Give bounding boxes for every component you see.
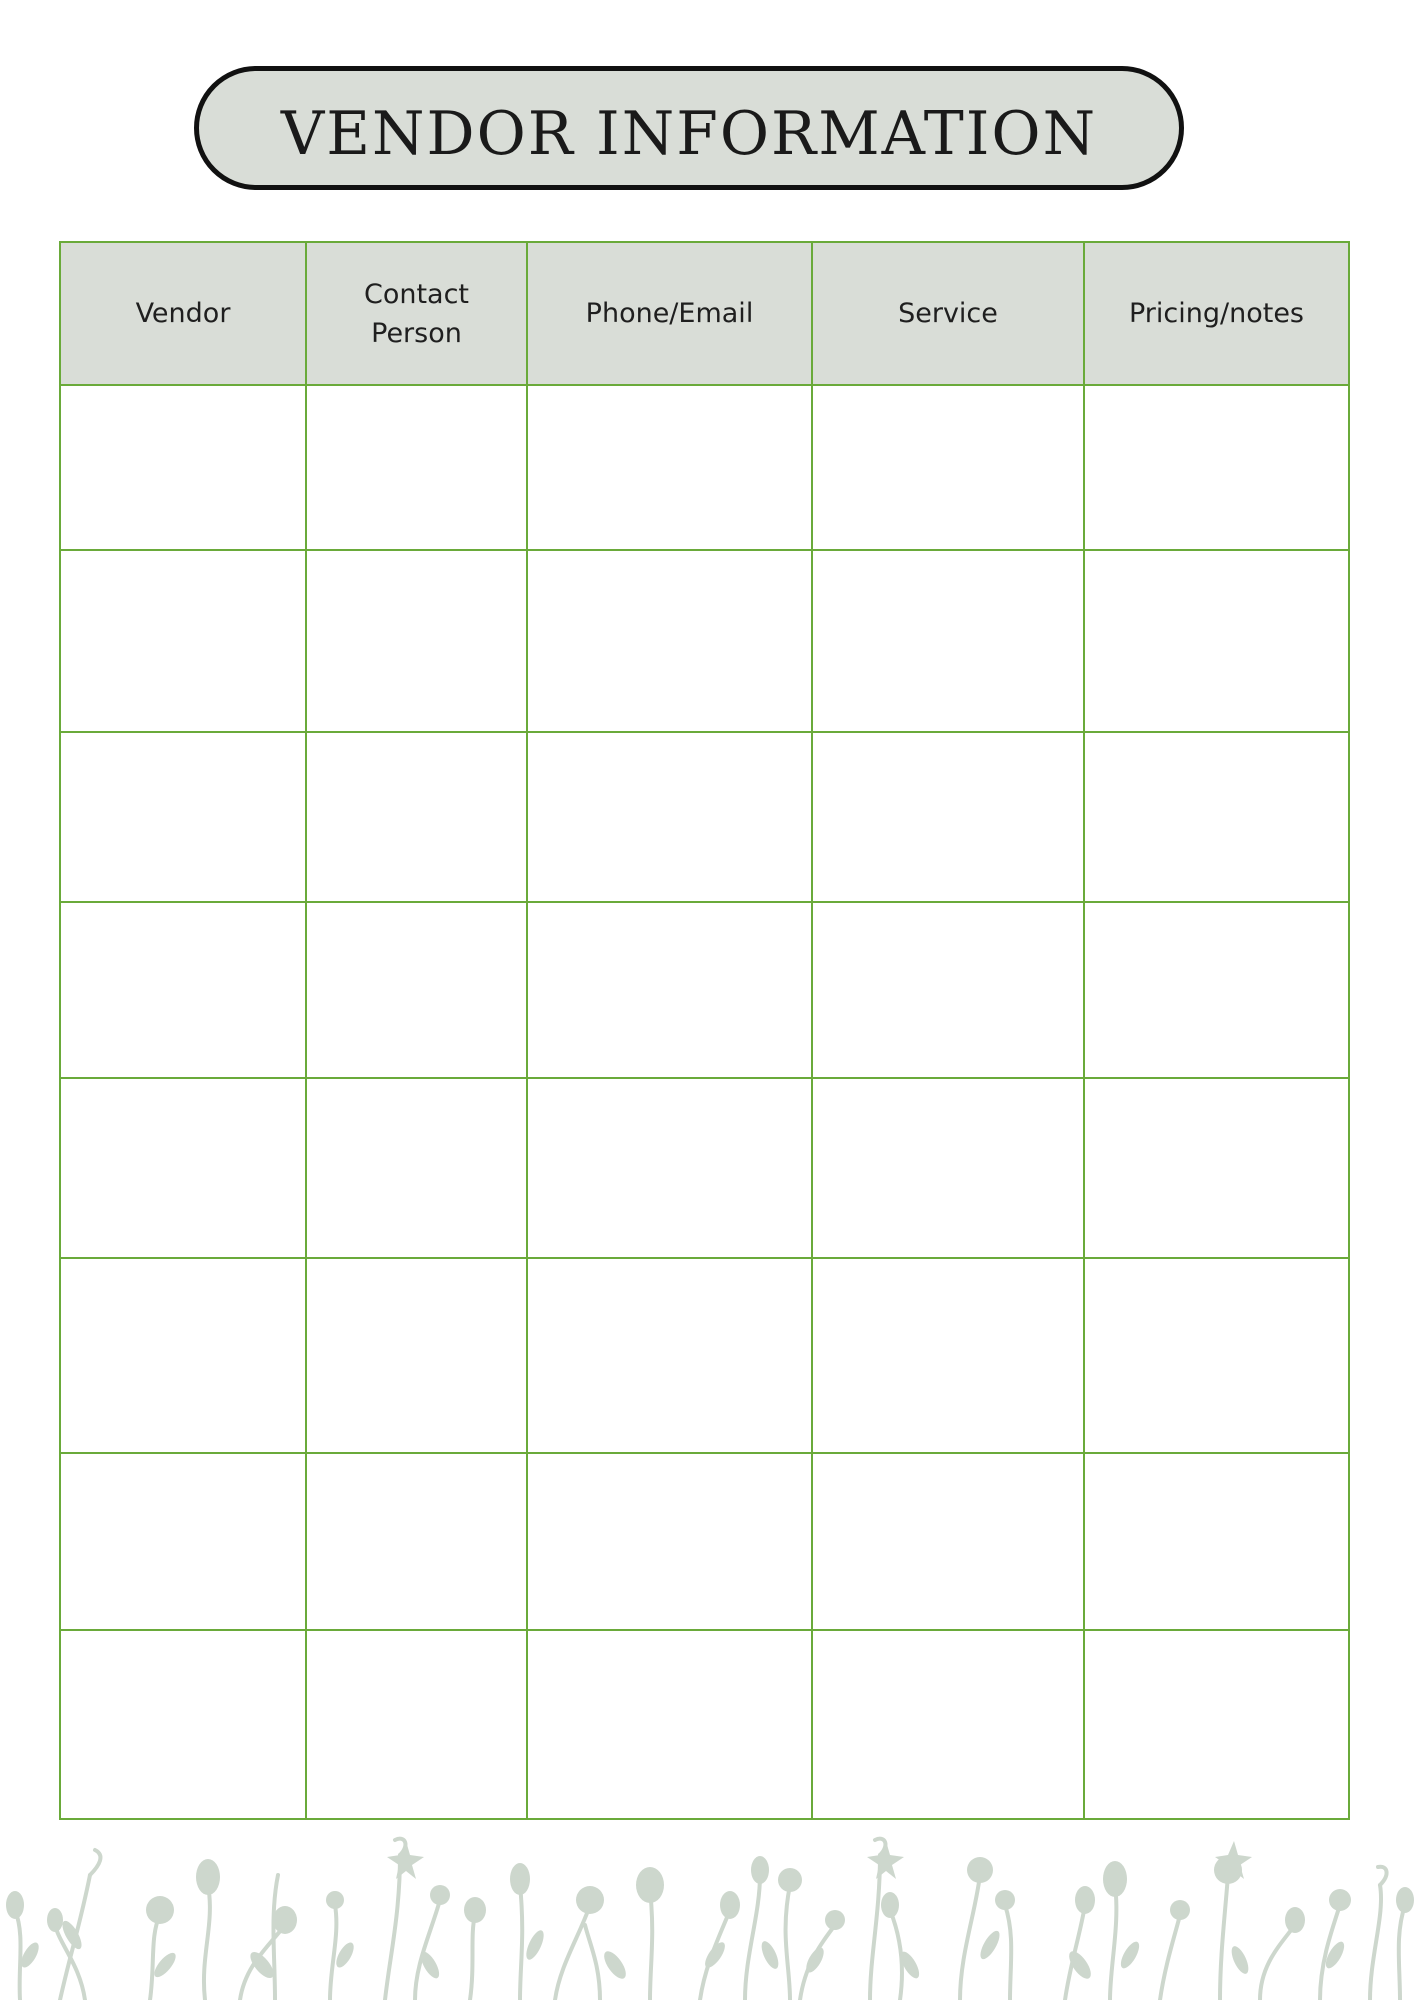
contact-person-cell[interactable] (306, 1630, 527, 1819)
column-header-contact-person (306, 242, 527, 385)
pricing-notes-cell[interactable] (1084, 550, 1349, 732)
phone-email-cell[interactable] (527, 1453, 812, 1630)
column-header-phone-email: Phone/Email (527, 242, 812, 385)
column-header-pricing-notes: Pricing/notes (1084, 242, 1349, 385)
contact-person-cell[interactable] (306, 1453, 527, 1630)
page-title-box (194, 66, 1184, 190)
table-row (60, 550, 1349, 732)
pricing-notes-cell[interactable] (1084, 1078, 1349, 1258)
vendor-cell[interactable] (60, 550, 306, 732)
vendor-cell[interactable] (60, 1078, 306, 1258)
header-row (60, 242, 1349, 385)
contact-person-cell[interactable] (306, 385, 527, 550)
table-row (60, 1258, 1349, 1453)
vendor-cell[interactable] (60, 1630, 306, 1819)
phone-email-cell[interactable] (527, 1078, 812, 1258)
table-row (60, 385, 1349, 550)
phone-email-cell[interactable] (527, 902, 812, 1078)
contact-person-cell[interactable] (306, 902, 527, 1078)
table-row (60, 1453, 1349, 1630)
wildflower-border-icon (0, 1815, 1414, 2000)
vendor-cell[interactable] (60, 732, 306, 902)
pricing-notes-cell[interactable] (1084, 385, 1349, 550)
contact-person-cell[interactable] (306, 550, 527, 732)
vendor-cell[interactable] (60, 385, 306, 550)
column-header-contact-person-label: Contact Person (363, 278, 470, 349)
vendor-cell[interactable] (60, 902, 306, 1078)
service-cell[interactable] (812, 1453, 1084, 1630)
phone-email-cell[interactable] (527, 385, 812, 550)
vendor-cell[interactable] (60, 1453, 306, 1630)
column-header-vendor: Vendor (60, 242, 306, 385)
service-cell[interactable] (812, 1258, 1084, 1453)
phone-email-cell[interactable] (527, 1630, 812, 1819)
pricing-notes-cell[interactable] (1084, 1630, 1349, 1819)
contact-person-cell[interactable] (306, 1258, 527, 1453)
pricing-notes-cell[interactable] (1084, 902, 1349, 1078)
table-row (60, 1078, 1349, 1258)
pricing-notes-cell[interactable] (1084, 1258, 1349, 1453)
service-cell[interactable] (812, 1078, 1084, 1258)
column-header-service: Service (812, 242, 1084, 385)
service-cell[interactable] (812, 732, 1084, 902)
table-row (60, 1630, 1349, 1819)
table-row (60, 902, 1349, 1078)
contact-person-cell[interactable] (306, 732, 527, 902)
service-cell[interactable] (812, 550, 1084, 732)
phone-email-cell[interactable] (527, 1258, 812, 1453)
vendor-cell[interactable] (60, 1258, 306, 1453)
table-row (60, 732, 1349, 902)
service-cell[interactable] (812, 902, 1084, 1078)
phone-email-cell[interactable] (527, 550, 812, 732)
contact-person-cell[interactable] (306, 1078, 527, 1258)
pricing-notes-cell[interactable] (1084, 732, 1349, 902)
page-title: VENDOR INFORMATION (280, 99, 1098, 169)
service-cell[interactable] (812, 1630, 1084, 1819)
pricing-notes-cell[interactable] (1084, 1453, 1349, 1630)
vendor-table (59, 241, 1350, 1820)
service-cell[interactable] (812, 385, 1084, 550)
phone-email-cell[interactable] (527, 732, 812, 902)
